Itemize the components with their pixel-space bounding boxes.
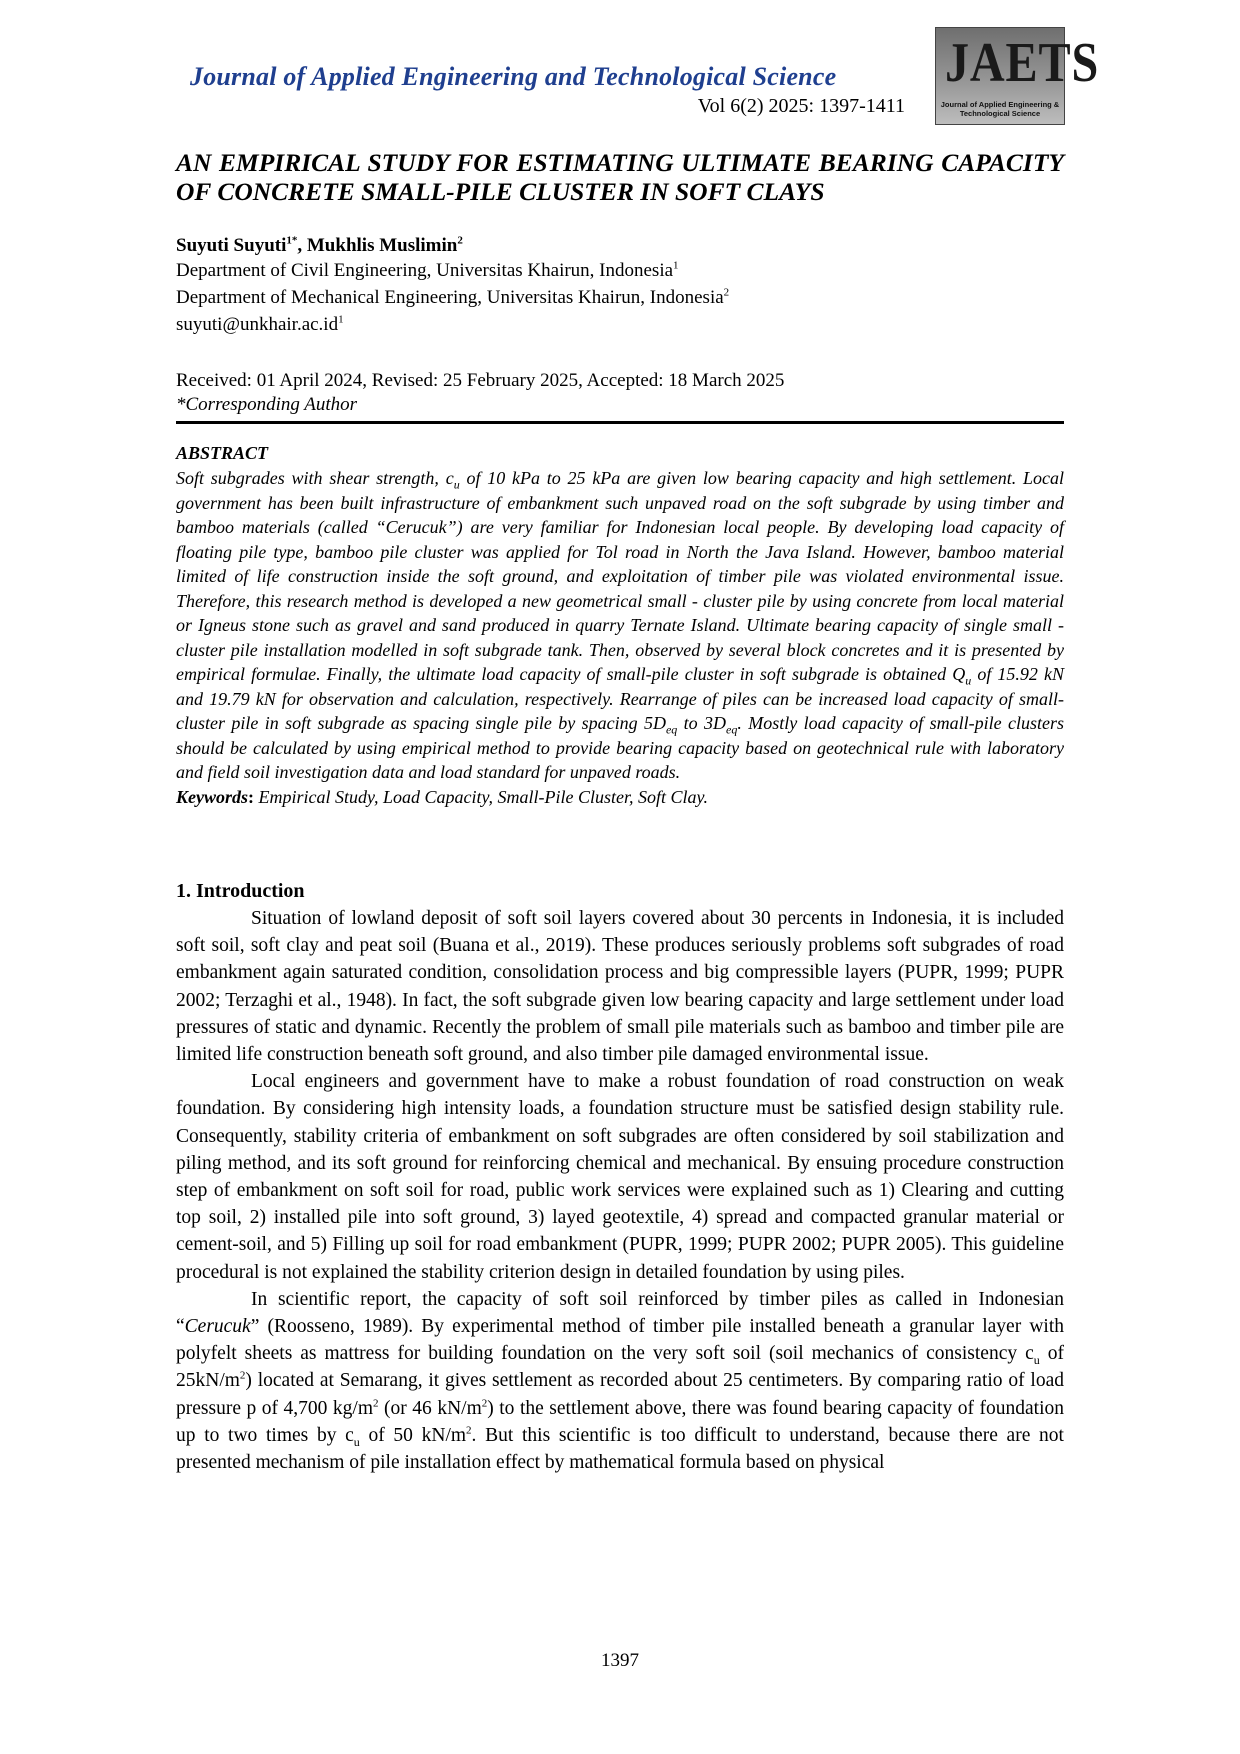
submission-dates: Received: 01 April 2024, Revised: 25 February 2025, Accepted: 18 March 2025 (176, 370, 785, 391)
abstract-subscript: eq (726, 722, 738, 737)
header-divider (176, 421, 1064, 424)
paragraph-superscript: 2 (373, 1397, 379, 1410)
journal-logo-subtitle: Journal of Applied Engineering & Technological Science (940, 100, 1060, 118)
author-email (176, 314, 344, 336)
paragraph: Local engineers and government have to make a robust foundation of road construction on weak foundation. By considering high intensity loads, a foundation structure must be satisfied design stability rule. Consequently, stability criteria of embankment on soft subgrades are often considered by soil stabilization and piling method, and its soft ground for reinforcing chemical and mechanical. By ensuing procedure construction step of embankment on soft soil for road, public work services were explained such as 1) Clearing and cutting top soil, 2) installed pile into soft ground, 3) layed geotextile, 4) spread and compacted granular material or cement-soil, and 5) Filling up soil for road embankment (PUPR, 1999; PUPR 2002; PUPR 2005). This guideline procedural is not explained the stability criterion design in detailed foundation by using piles. (176, 1071, 1064, 1283)
keywords-list: Empirical Study, Load Capacity, Small-Pile Cluster, Soft Clay. (258, 786, 708, 807)
journal-logo-letters: JAETS (944, 32, 1100, 94)
keywords-colon: : (248, 786, 259, 807)
paragraph-subscript: u (1033, 1353, 1040, 1368)
abstract-subscript: u (453, 477, 460, 492)
journal-volume: Vol 6(2) 2025: 1397-1411 (697, 95, 905, 117)
author-2-mark: 2 (457, 234, 463, 247)
abstract-text: Soft subgrades with shear strength, c (176, 468, 454, 488)
affiliation-2-mark: 2 (723, 286, 730, 299)
paragraph-text: ” (Roosseno, 1989). By experimental method of timber pile installed beneath a granular layer with polyfelt sheets as mattress for building foundation on the very soft soil (soil mechanics of consistency c (176, 1316, 1064, 1365)
author-separator: , (297, 235, 307, 256)
affiliation-2 (176, 287, 729, 309)
affiliation-2-text: Department of Mechanical Engineering, Universitas Khairun, Indonesia (176, 287, 724, 308)
section-heading-introduction: 1. Introduction (176, 880, 305, 902)
abstract-subscript: eq (665, 722, 678, 737)
paragraph-italic: Cerucuk (184, 1316, 251, 1338)
email-link[interactable]: suyuti@unkhair.ac.id (176, 314, 339, 335)
abstract-text: of 10 kPa to 25 kPa are given low bearing capacity and high settlement. Local government has been built infrastructure of embankment such unpaved road on the soft subgrade by using timber and bamboo materials (called “Cerucuk”) are very familiar for Indonesian local people. By developing load capacity of floating pile type, bamboo pile cluster was applied for Tol road in North the Java Island. However, bamboo material limited of life construction inside the soft ground, and exploitation of timber pile was violated environmental issue. Therefore, this research method is developed a new geometrical small - cluster pile by using concrete from local material or Igneus stone such as gravel and sand produced in quarry Ternate Island. Ultimate bearing capacity of single small - cluster pile installation modelled in soft subgrade tank. Then, observed by several block concretes and it is presented by empirical formulae. Finally, the ultimate load capacity of small-pile cluster in soft subgrade is obtained Q (176, 468, 1064, 684)
paper-title: AN EMPIRICAL STUDY FOR ESTIMATING ULTIMATE BEARING CAPACITY OF CONCRETE SMALL-PILE CLUSTER IN SOFT CLAYS (176, 148, 1064, 206)
paragraph-text: of 50 kN/m (359, 1424, 467, 1446)
abstract-body (176, 466, 1064, 809)
paragraph-text: ) located at Semarang, it gives settlement as recorded about 25 centimeters. By comparing ratio of load pressure p of 4,700 kg/m (176, 1370, 1064, 1419)
author-1-mark: 1* (286, 234, 298, 247)
paragraph: Situation of lowland deposit of soft soil layers covered about 30 percents in Indonesia, it is included soft soil, soft clay and peat soil (Buana et al., 2019). These produces seriously problems soft subgrades of road embankment again saturated condition, consolidation process and big compressible layers (PUPR, 1999; PUPR 2002; Terzaghi et al., 1948). In fact, the soft subgrade given low bearing capacity and large settlement under load pressures of static and dynamic. Recently the problem of small pile materials such as bamboo and timber pile are limited life construction beneath soft ground, and also timber pile damaged environmental issue. (176, 908, 1064, 1066)
abstract-subscript: u (965, 673, 972, 688)
introduction-body (176, 905, 1064, 1476)
email-mark: 1 (338, 313, 344, 326)
corresponding-author-text: *Corresponding Author (176, 394, 358, 415)
paragraph-superscript: 2 (239, 1369, 246, 1382)
affiliation-1-text: Department of Civil Engineering, Universitas Khairun, Indonesia (176, 260, 674, 281)
paragraph-subscript: u (353, 1434, 360, 1449)
journal-title: Journal of Applied Engineering and Technological Science (190, 62, 837, 91)
abstract-text: . Mostly load capacity of small-pile clusters should be calculated by using empirical method to provide bearing capacity based on geotechnical rule with laboratory and field soil investigation data and load standard for unpaved roads. (176, 713, 1064, 782)
paragraph-superscript: 2 (466, 1424, 472, 1437)
paragraph-text: . But this scientific is too difficult to understand, because there are not presented mechanism of pile installation effect by mathematical formula based on physical (176, 1424, 1064, 1474)
corresponding-author-note (176, 394, 357, 416)
abstract-text: of 15.92 kN and 19.79 kN for observation and calculation, respectively. Rearrange of piles can be increased load capacity of small-cluster pile in soft subgrade as spacing single pile by spacing 5D (176, 664, 1064, 733)
affiliation-1 (176, 260, 679, 282)
abstract-text: to 3D (677, 713, 727, 733)
author-2: Mukhlis Muslimin (306, 235, 458, 256)
paragraph-superscript: 2 (481, 1397, 488, 1410)
page-number: 1397 (601, 1650, 639, 1671)
paragraph-text: of 25kN/m (176, 1343, 1064, 1392)
author-line (176, 235, 463, 257)
affiliation-1-mark: 1 (673, 259, 679, 272)
paragraph (176, 1286, 1064, 1476)
paragraph-text: In scientific report, the capacity of soft soil reinforced by timber piles as called in Indonesian “ (176, 1288, 1064, 1338)
journal-logo (935, 27, 1100, 125)
abstract-heading: ABSTRACT (176, 443, 269, 463)
paragraph-text: ) to the settlement above, there was found bearing capacity of foundation up to two times by c (176, 1397, 1064, 1446)
keywords-label (176, 787, 259, 807)
keywords-label-text: Keywords (176, 786, 248, 807)
paragraph-text: (or 46 kN/m (378, 1397, 482, 1419)
author-1: Suyuti Suyuti (176, 235, 287, 256)
